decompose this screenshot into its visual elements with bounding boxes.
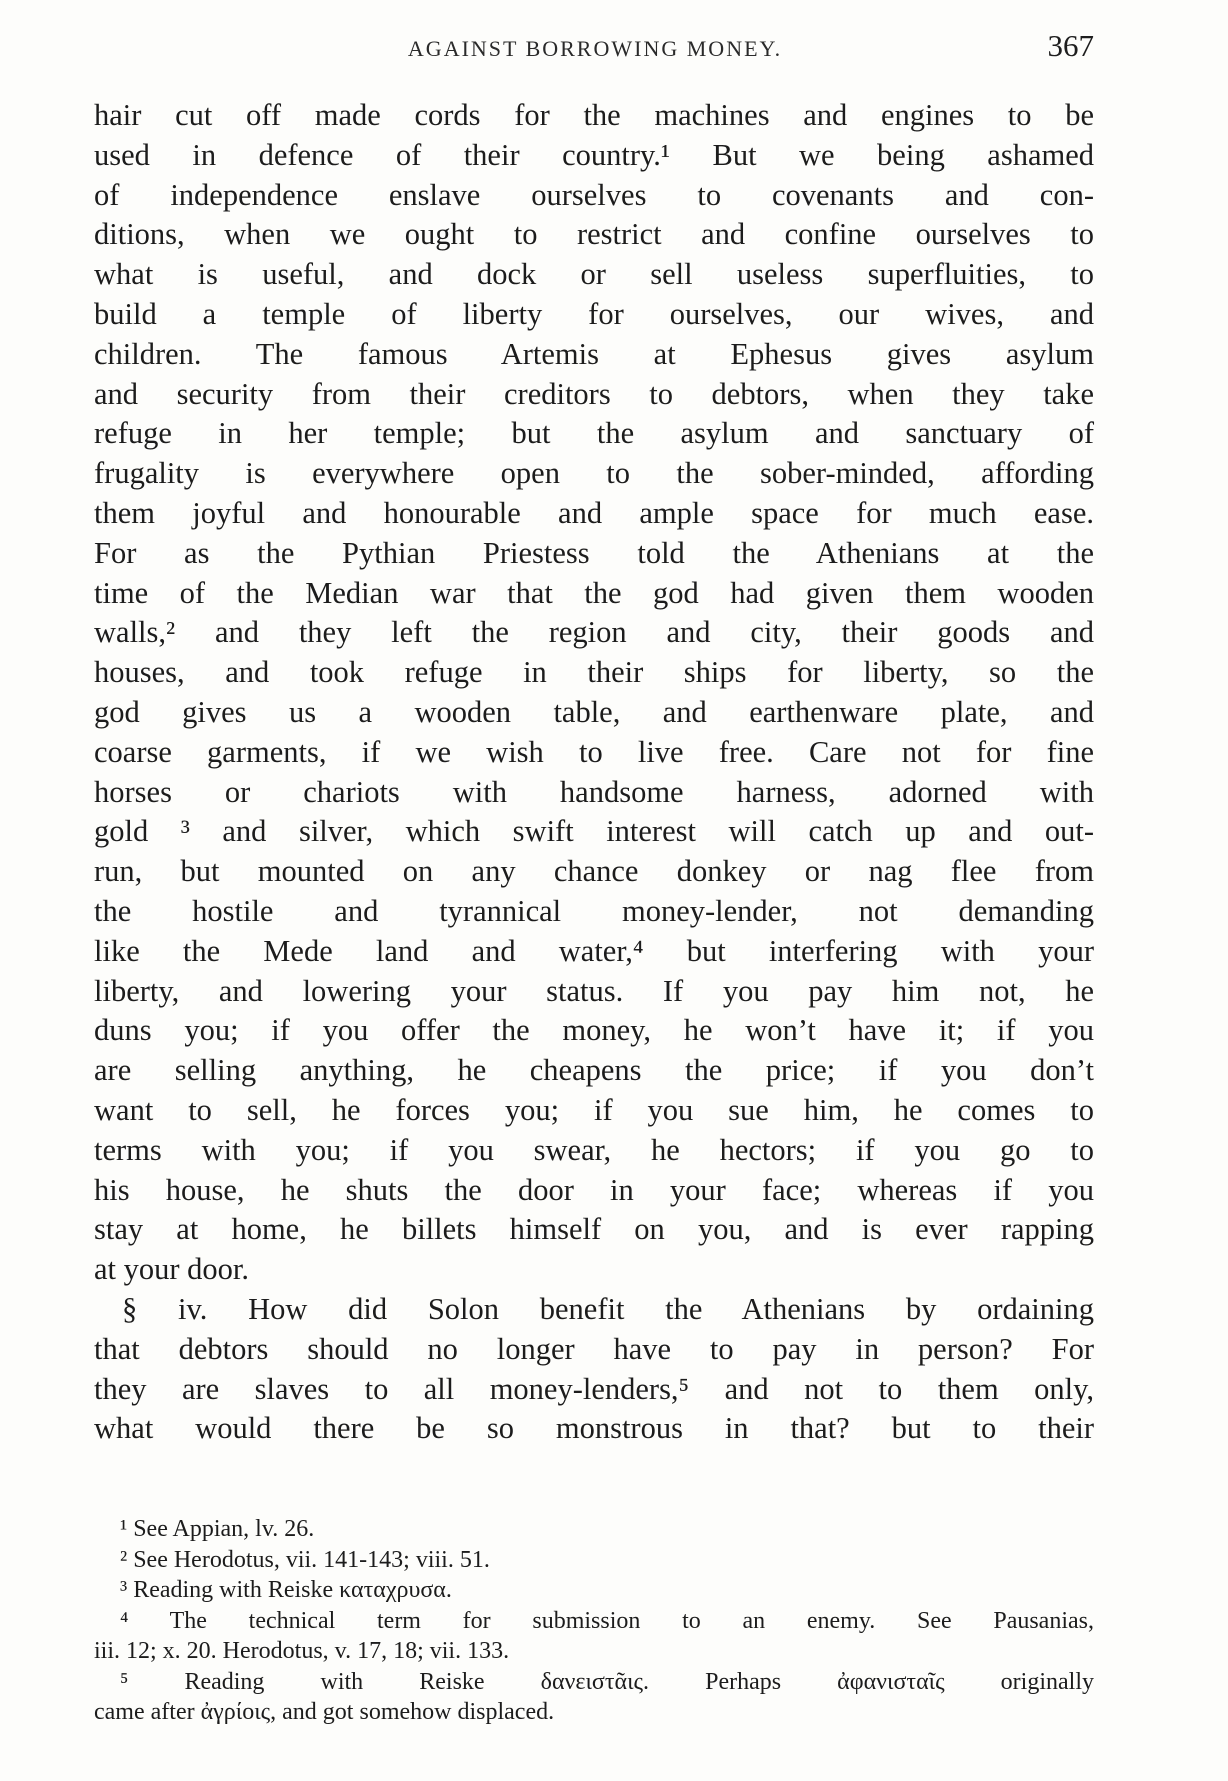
footnotes xyxy=(94,1514,1094,1728)
text-line: children. The famous Artemis at Ephesus gives asylum xyxy=(94,336,1094,371)
text-line: hair cut off made cords for the machines and engines to be xyxy=(94,98,1094,132)
footnote-4: ⁴ The technical term for submission to an enemy. See Pausanias, xyxy=(120,1607,1094,1634)
running-head xyxy=(96,28,1094,68)
text-line: frugality is everywhere open to the sober-minded, affording xyxy=(94,456,1094,491)
text-line: time of the Median war that the god had given them wooden xyxy=(94,575,1094,610)
text-line: duns you; if you offer the money, he won’t have it; if you xyxy=(94,1013,1094,1048)
text-line: what would there be so monstrous in that? but to their xyxy=(94,1411,1094,1446)
text-line: ditions, when we ought to restrict and confine ourselves to xyxy=(94,217,1094,252)
running-title: AGAINST BORROWING MONEY. xyxy=(407,36,783,61)
text-line: run, but mounted on any chance donkey or nag flee from xyxy=(94,854,1094,889)
text-line: like the Mede land and water,⁴ but interfering with your xyxy=(94,933,1094,968)
body-text xyxy=(94,96,1094,1449)
text-line: terms with you; if you swear, he hectors; if you go to xyxy=(94,1132,1094,1167)
text-line: For as the Pythian Priestess told the Athenians at the xyxy=(94,535,1094,570)
text-line: the hostile and tyrannical money-lender, not demanding xyxy=(94,893,1094,928)
text-line: houses, and took refuge in their ships for liberty, so the xyxy=(94,655,1094,690)
text-line: coarse garments, if we wish to live free. Care not for fine xyxy=(94,734,1094,769)
page-number: 367 xyxy=(1047,28,1094,63)
text-line: are selling anything, he cheapens the price; if you don’t xyxy=(94,1053,1094,1088)
footnote-5: ⁵ Reading with Reiske δανειστᾶις. Perhaps ἀφανισταῖς originally xyxy=(120,1668,1094,1695)
text-line: gold ³ and silver, which swift interest will catch up and out- xyxy=(94,814,1094,849)
text-line: build a temple of liberty for ourselves, our wives, and xyxy=(94,296,1094,331)
footnote-1: ¹ See Appian, lv. 26. xyxy=(120,1516,315,1542)
text-line: his house, he shuts the door in your face; whereas if you xyxy=(94,1172,1094,1207)
text-line: that debtors should no longer have to pay in person? For xyxy=(94,1331,1094,1366)
text-line: they are slaves to all money-lenders,⁵ and not to them only, xyxy=(94,1371,1094,1406)
footnote-5-continued: came after ἀγρίοις, and got somehow displaced. xyxy=(94,1699,555,1725)
text-line: used in defence of their country.¹ But we being ashamed xyxy=(94,137,1094,172)
text-line-paragraph-end: at your door. xyxy=(94,1252,250,1287)
text-line: want to sell, he forces you; if you sue him, he comes to xyxy=(94,1092,1094,1127)
footnote-4-continued: iii. 12; x. 20. Herodotus, v. 17, 18; vii. 133. xyxy=(94,1638,510,1664)
text-line: walls,² and they left the region and city, their goods and xyxy=(94,615,1094,650)
text-line: refuge in her temple; but the asylum and sanctuary of xyxy=(94,416,1094,451)
text-line: horses or chariots with handsome harness, adorned with xyxy=(94,774,1094,809)
footnote-3: ³ Reading with Reiske καταχρυσα. xyxy=(120,1577,452,1603)
text-line: what is useful, and dock or sell useless superfluities, to xyxy=(94,257,1094,292)
text-line: stay at home, he billets himself on you, and is ever rapping xyxy=(94,1212,1094,1247)
text-line: them joyful and honourable and ample space for much ease. xyxy=(94,495,1094,530)
text-line: and security from their creditors to debtors, when they take xyxy=(94,376,1094,411)
text-line: of independence enslave ourselves to covenants and con- xyxy=(94,177,1094,212)
text-line: liberty, and lowering your status. If you pay him not, he xyxy=(94,973,1094,1008)
footnote-2: ² See Herodotus, vii. 141-143; viii. 51. xyxy=(120,1546,490,1573)
section-heading-line: § iv. How did Solon benefit the Athenians by ordaining xyxy=(122,1291,1094,1326)
text-line: god gives us a wooden table, and earthenware plate, and xyxy=(94,694,1094,729)
